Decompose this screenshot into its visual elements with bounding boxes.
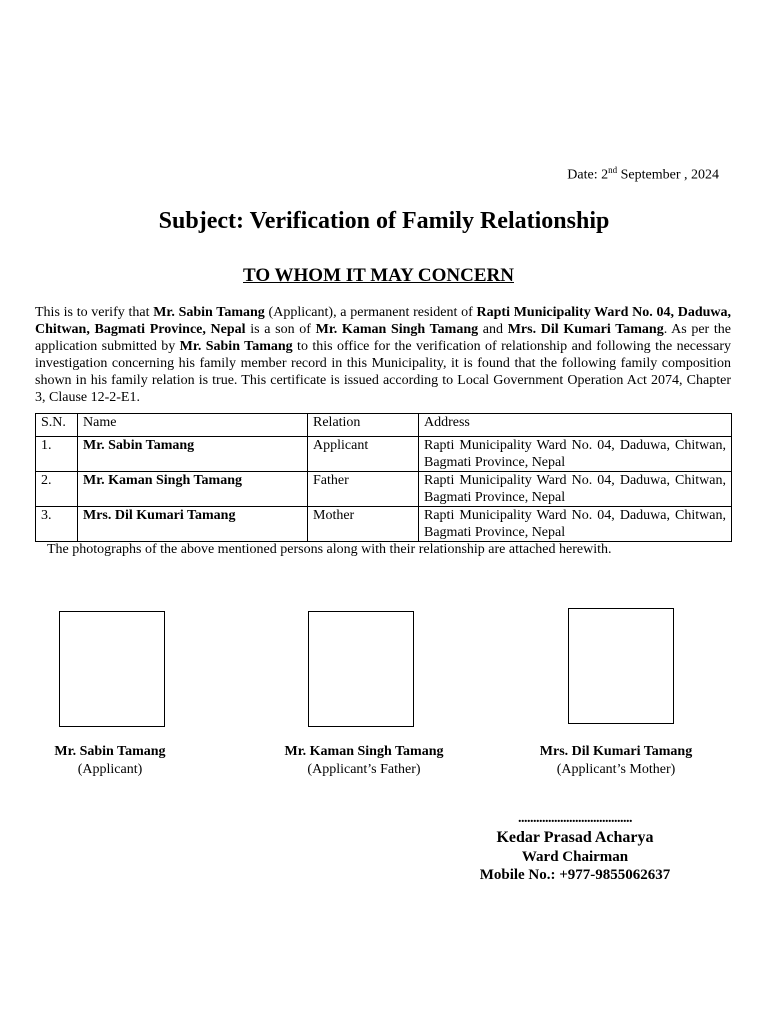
date-line [567, 165, 719, 184]
header-relation: Relation [308, 414, 419, 437]
signatory-name: Kedar Prasad Acharya [496, 829, 654, 846]
father-name: Mr. Kaman Singh Tamang [315, 322, 479, 337]
applicant-photo-box [59, 611, 165, 727]
cell-relation: Father [308, 472, 419, 507]
caption-name: Mr. Sabin Tamang [54, 744, 166, 759]
date-day: Date: 2 [567, 167, 609, 183]
cell-relation: Mother [308, 507, 419, 542]
to-whom-heading: TO WHOM IT MAY CONCERN [243, 265, 514, 286]
cell-sn: 1. [36, 437, 78, 472]
family-members-table [35, 413, 732, 542]
signatory-title: Ward Chairman [521, 849, 629, 865]
caption-name: Mrs. Dil Kumari Tamang [539, 744, 693, 759]
attachment-note: The photographs of the above mentioned persons along with their relationship are attached herewith. [47, 542, 612, 557]
caption-name: Mr. Kaman Singh Tamang [284, 744, 444, 759]
date-month-year: September , 2024 [617, 167, 719, 183]
cell-name: Mr. Sabin Tamang [78, 437, 308, 472]
cell-name: Mrs. Dil Kumari Tamang [78, 507, 308, 542]
caption-role: (Applicant’s Father) [307, 762, 421, 777]
cell-address: Rapti Municipality Ward No. 04, Daduwa, Chitwan, Bagmati Province, Nepal [419, 437, 732, 472]
paragraph-text: and [478, 322, 508, 337]
father-caption [254, 743, 474, 779]
cell-relation: Applicant [308, 437, 419, 472]
mother-caption [506, 743, 726, 779]
signatory-mobile: Mobile No.: +977-9855062637 [479, 867, 671, 883]
cell-address: Rapti Municipality Ward No. 04, Daduwa, Chitwan, Bagmati Province, Nepal [419, 472, 732, 507]
caption-role: (Applicant’s Mother) [556, 762, 676, 777]
father-photo-box [308, 611, 414, 727]
cell-name: Mr. Kaman Singh Tamang [78, 472, 308, 507]
signature-block [420, 811, 730, 884]
header-name: Name [78, 414, 308, 437]
header-sn: S.N. [36, 414, 78, 437]
resident-address: Rapti Municipality Ward No. 04, Daduwa, Chitwan, Bagmati Province, Nepal [35, 305, 732, 337]
table-row [36, 472, 732, 507]
applicant-caption [0, 743, 220, 779]
subject-heading: Subject: Verification of Family Relationship [158, 208, 610, 234]
mother-name: Mrs. Dil Kumari Tamang [507, 322, 664, 337]
applicant-name: Mr. Sabin Tamang [179, 339, 293, 354]
applicant-name: Mr. Sabin Tamang [153, 305, 265, 320]
date-suffix: nd [608, 165, 618, 175]
cell-sn: 3. [36, 507, 78, 542]
verification-paragraph [35, 304, 731, 406]
paragraph-text: is a son of [245, 322, 316, 337]
table-header-row [36, 414, 732, 437]
signature-line: ...................................... [518, 811, 632, 826]
paragraph-text: This is to verify that [35, 305, 154, 320]
header-address: Address [419, 414, 732, 437]
cell-sn: 2. [36, 472, 78, 507]
cell-address: Rapti Municipality Ward No. 04, Daduwa, Chitwan, Bagmati Province, Nepal [419, 507, 732, 542]
mother-photo-box [568, 608, 674, 724]
paragraph-text: . As per the application submitted by [35, 322, 732, 354]
paragraph-text: (Applicant), a permanent resident of [264, 305, 477, 320]
caption-role: (Applicant) [77, 762, 143, 777]
table-row [36, 507, 732, 542]
table-row [36, 437, 732, 472]
paragraph-text: to this office for the verification of relationship and following the necessary investigation concerning his family member record in this Municipality, it is found that the following family composition shown in his family relation is true. This certificate is issued according to Local Government Operation Act 2074, Chapter 3, Clause 12-2-E1. [35, 339, 732, 405]
